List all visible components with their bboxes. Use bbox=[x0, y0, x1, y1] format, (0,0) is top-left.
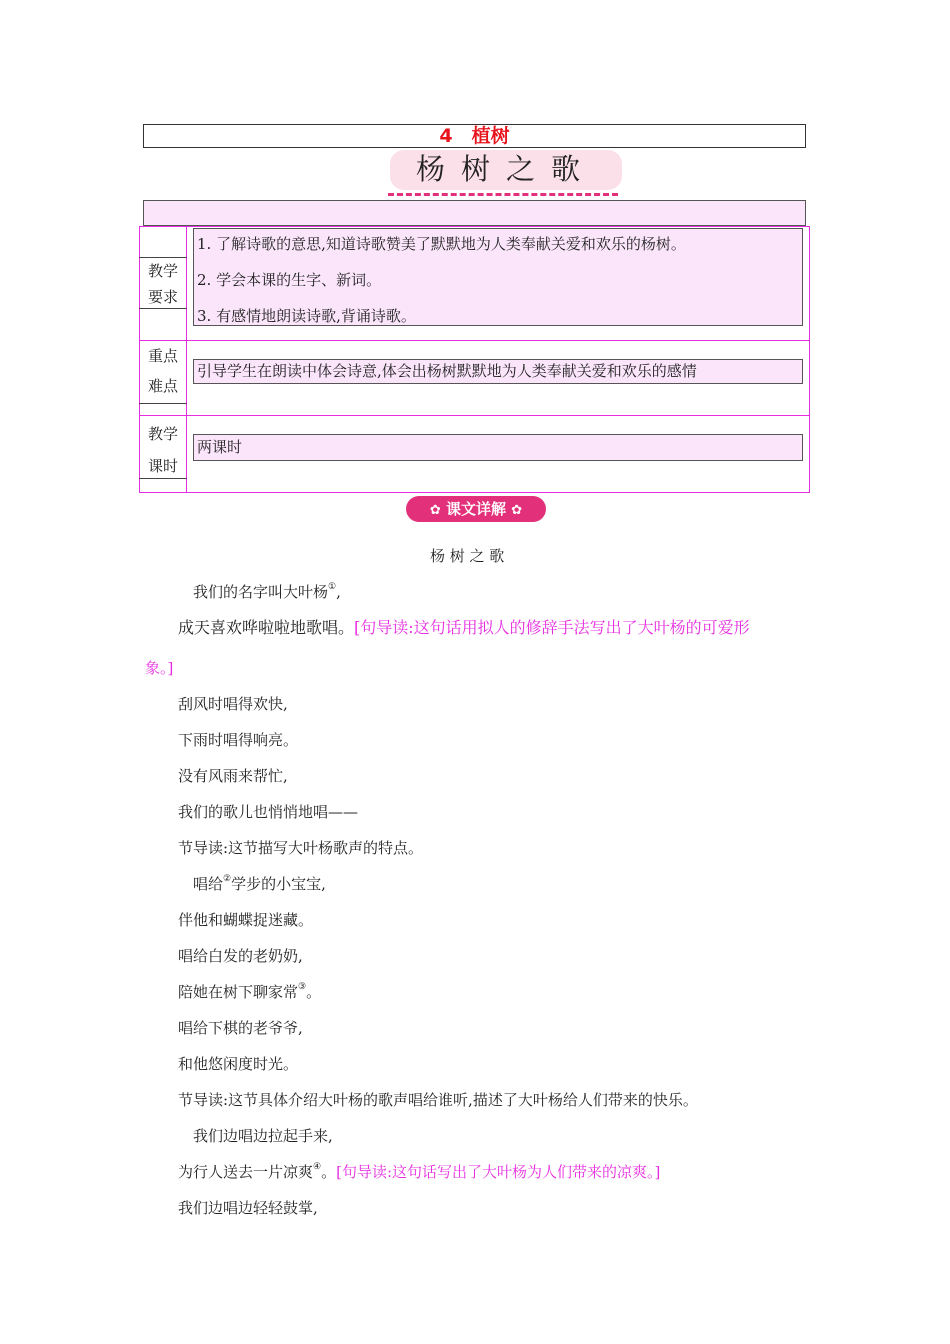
table-row-divider bbox=[139, 340, 810, 341]
poem-line: 我们的歌儿也悄悄地唱—— bbox=[178, 803, 359, 821]
lesson-title: 杨树之歌 bbox=[390, 150, 622, 190]
poem-line: 我们的名字叫大叶杨①, bbox=[193, 582, 341, 601]
poem-line: 唱给②学步的小宝宝, bbox=[193, 874, 326, 893]
poem-line: 伴他和蝴蝶捉迷藏。 bbox=[178, 911, 314, 929]
poem-line: 没有风雨来帮忙, bbox=[178, 767, 288, 785]
section-note: 节导读:这节描写大叶杨歌声的特点。 bbox=[178, 839, 424, 857]
poem-line: 为行人送去一片凉爽④。[句导读:这句话写出了大叶杨为人们带来的凉爽。] bbox=[178, 1162, 661, 1181]
requirement-item: 2. 学会本课的生字、新词。 bbox=[197, 271, 382, 289]
title-underline bbox=[388, 193, 618, 196]
poem-title: 杨 树 之 歌 bbox=[430, 547, 505, 565]
poem-line: 我们边唱边轻轻鼓掌, bbox=[178, 1199, 318, 1217]
sentence-note: [句导读:这句话写出了大叶杨为人们带来的凉爽。] bbox=[336, 1163, 661, 1181]
table-row-divider bbox=[139, 415, 810, 416]
section-note: 节导读:这节具体介绍大叶杨的歌声唱给谁听,描述了大叶杨给人们带来的快乐。 bbox=[178, 1091, 698, 1109]
requirements-label: 教学 要求 bbox=[147, 262, 178, 306]
sentence-note: [句导读:这句话用拟人的修辞手法写出了大叶杨的可爱形 bbox=[354, 618, 750, 637]
poem-line: 和他悠闲度时光。 bbox=[178, 1055, 299, 1073]
requirement-item: 3. 有感情地朗读诗歌,背诵诗歌。 bbox=[197, 307, 416, 325]
poem-line: 唱给白发的老奶奶, bbox=[178, 947, 303, 965]
poem-line: 我们边唱边拉起手来, bbox=[193, 1127, 333, 1145]
section-badge: ✿ 课文详解 ✿ bbox=[406, 496, 546, 522]
key-points-label: 重点 难点 bbox=[147, 347, 178, 395]
poem-line: 成天喜欢哗啦啦地歌唱。[句导读:这句话用拟人的修辞手法写出了大叶杨的可爱形 bbox=[178, 618, 750, 637]
requirement-item: 1. 了解诗歌的意思,知道诗歌赞美了默默地为人类奉献关爱和欢乐的杨树。 bbox=[197, 235, 686, 253]
periods-text: 两课时 bbox=[193, 434, 803, 461]
poem-line: 唱给下棋的老爷爷, bbox=[178, 1019, 303, 1037]
sentence-note: 象。] bbox=[145, 659, 174, 677]
poem-line: 下雨时唱得响亮。 bbox=[178, 731, 299, 749]
periods-label: 教学 课时 bbox=[147, 425, 178, 475]
star-icon: ✿ bbox=[511, 503, 523, 518]
header-bar bbox=[143, 200, 806, 226]
unit-title: 4 植树 bbox=[143, 124, 806, 148]
requirements-box bbox=[193, 228, 803, 326]
poem-line: 刮风时唱得欢快, bbox=[178, 695, 288, 713]
label-cell-line bbox=[139, 403, 187, 404]
key-points-text: 引导学生在朗读中体会诗意,体会出杨树默默地为人类奉献关爱和欢乐的感情 bbox=[193, 359, 803, 384]
star-icon: ✿ bbox=[429, 503, 441, 518]
poem-line: 陪她在树下聊家常③。 bbox=[178, 982, 322, 1001]
